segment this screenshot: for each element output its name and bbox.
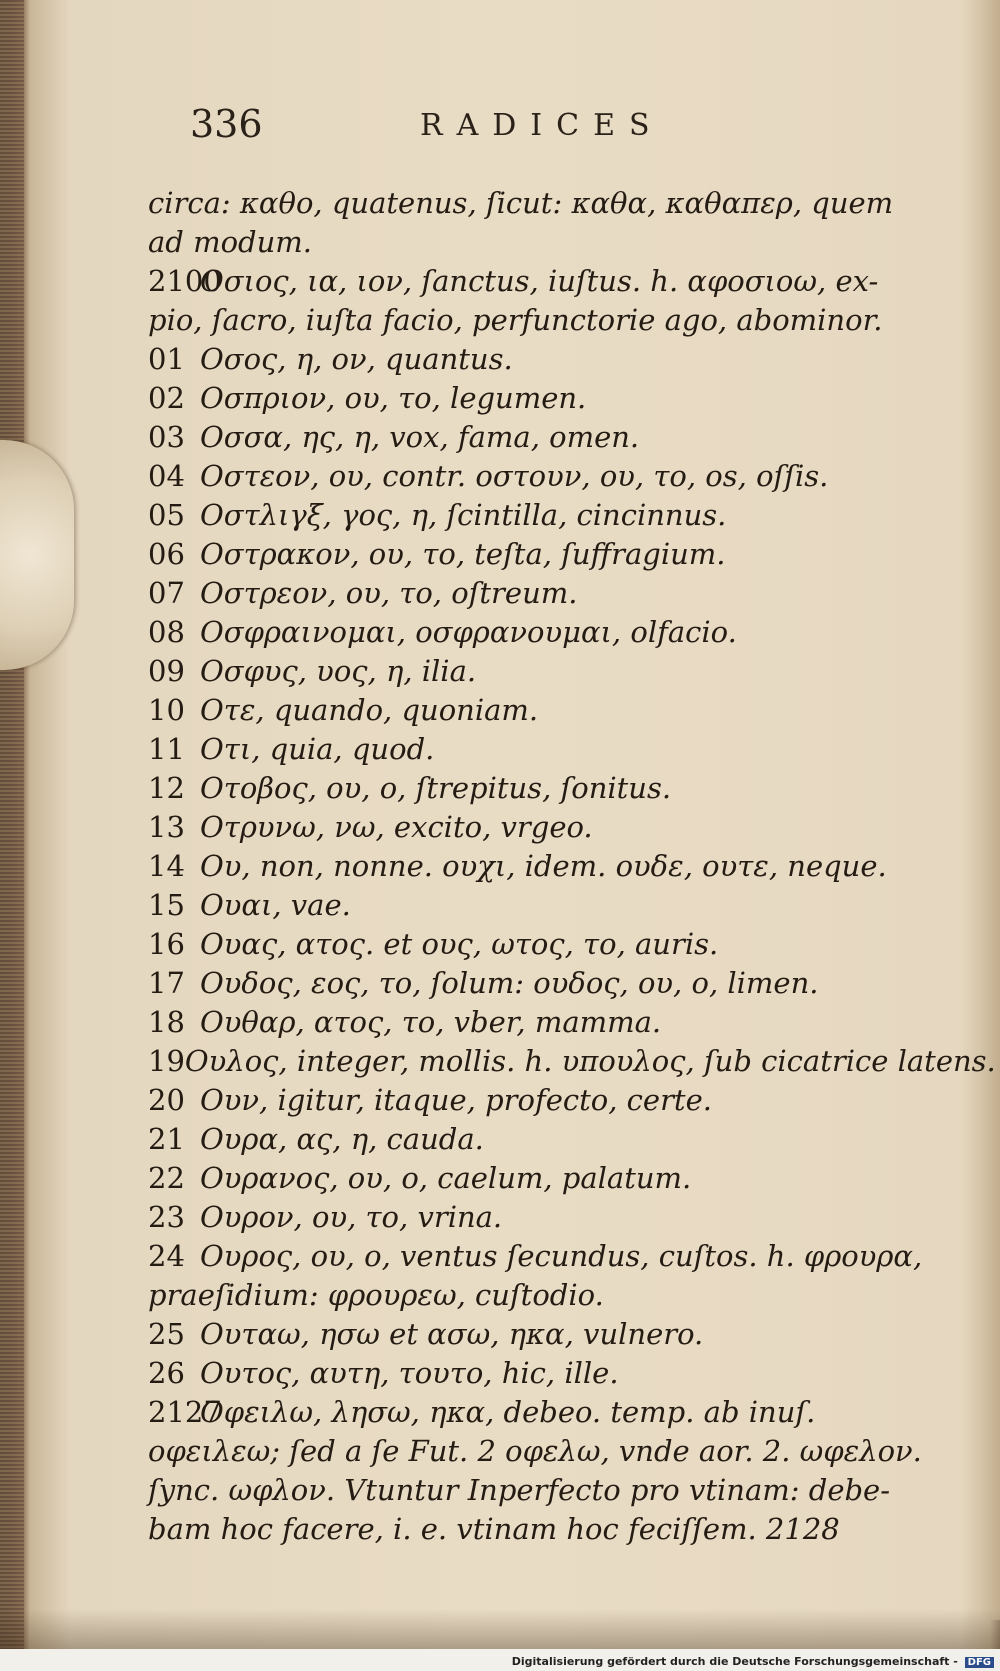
entry-number: 18 [148,1005,185,1039]
entry-number: 20 [148,1083,185,1117]
page-tab-shadow [0,440,74,670]
text-line [148,379,948,418]
footer-credit [512,1655,994,1668]
entry-text: Oυρος, ου, ο, ventus ſecundus, cuſtos. h. φρουρα, [200,1239,923,1273]
text-line [148,457,948,496]
text-line [148,1042,996,1081]
entry-text: ad modum. [148,225,312,259]
entry-number: 21 [148,1122,185,1156]
entry-number: 06 [148,537,185,571]
book-page-edges [0,0,24,1671]
entry-text: Oυρανος, ου, ο, caelum, palatum. [200,1161,692,1195]
entry-text: Oφειλω, λησω, ηκα, debeo. temp. ab inuſ. [200,1395,816,1429]
entry-text: Oυρον, ου, το, vrina. [200,1200,503,1234]
dictionary-text [148,184,996,1549]
entry-number: 23 [148,1200,185,1234]
text-line [148,769,948,808]
text-line [148,1237,948,1276]
entry-text: pio, ſacro, iuſta facio, perfunctorie ago, abominor. [148,303,883,337]
text-line [148,574,948,613]
text-line [148,808,948,847]
entry-text: Oτι, quia, quod. [200,732,435,766]
entry-number: 03 [148,420,185,454]
entry-text: Oυρα, ας, η, cauda. [200,1122,484,1156]
entry-text: Oυ, non, nonne. ουχι, idem. ουδε, ουτε, neque. [200,849,887,883]
entry-number: 25 [148,1317,185,1351]
entry-number: 11 [148,732,185,766]
text-line [148,1159,948,1198]
text-line [148,925,948,964]
entry-text: Oστρεον, ου, το, oſtreum. [200,576,578,610]
text-line [148,652,948,691]
text-line [148,496,948,535]
page-header [190,102,930,152]
entry-text: Oυταω, ησω et ασω, ηκα, vulnero. [200,1317,704,1351]
entry-text: Oυτος, αυτη, τουτο, hic, ille. [200,1356,619,1390]
entry-text: Oσιος, ια, ιον, ſanctus, iuſtus. h. αφοσιοω, ex- [200,264,879,298]
text-line [148,847,948,886]
entry-text: Oυας, ατος. et ους, ωτος, το, auris. [200,927,719,961]
text-line [148,1471,948,1510]
entry-text: Oσος, η, ον, quantus. [200,342,513,376]
entry-number: 02 [148,381,185,415]
entry-number: 04 [148,459,185,493]
text-line [148,1393,948,1432]
entry-number: 19 [148,1044,185,1078]
entry-number: 01 [148,342,185,376]
entry-number: 13 [148,810,185,844]
text-line [148,730,948,769]
text-line [148,691,948,730]
entry-text: Oσφραινομαι, οσφρανουμαι, olfacio. [200,615,737,649]
entry-number: 15 [148,888,185,922]
dfg-logo: DFG [965,1657,994,1668]
text-line [148,1120,948,1159]
digitization-footer [0,1649,1000,1671]
text-line [148,1003,948,1042]
entry-number: 16 [148,927,185,961]
entry-text: Oτοβος, ου, ο, ſtrepitus, ſonitus. [200,771,672,805]
text-line [148,418,948,457]
text-line [148,1432,948,1471]
entry-number: 2127 [148,1395,222,1429]
entry-text: οφειλεω; ſed a ſe Fut. 2 οφελω, vnde aor. 2. ωφελον. [148,1434,922,1468]
entry-number: 17 [148,966,185,1000]
text-line [148,1276,948,1315]
entry-number: 22 [148,1161,185,1195]
text-line [148,1081,948,1120]
entry-text: circa: καθο, quatenus, ſicut: καθα, καθαπερ, quem [148,186,894,220]
entry-text: praeſidium: φρουρεω, cuſtodio. [148,1278,604,1312]
entry-text: Oυθαρ, ατος, το, vber, mamma. [200,1005,662,1039]
text-line [148,184,948,223]
bottom-shadow [0,1609,1000,1649]
text-line [148,262,948,301]
page-number: 336 [190,102,263,146]
entry-text: Oστρακον, ου, το, teſta, ſuffragium. [200,537,726,571]
text-line [148,223,948,262]
facing-page-edge [978,0,1000,1620]
text-line [148,1354,948,1393]
entry-number: 14 [148,849,185,883]
entry-number: 05 [148,498,185,532]
entry-text: Oστλιγξ, γος, η, ſcintilla, cincinnus. [200,498,727,532]
entry-number: 2100 [148,264,222,298]
text-line [148,1198,948,1237]
entry-number: 09 [148,654,185,688]
entry-text: Oσφυς, υος, η, ilia. [200,654,477,688]
text-line [148,1510,948,1549]
text-line [148,1315,948,1354]
running-head: RADICES [420,108,664,143]
text-line [148,340,948,379]
entry-text: Oτε, quando, quoniam. [200,693,539,727]
text-line [148,301,948,340]
entry-number: 12 [148,771,185,805]
entry-number: 26 [148,1356,185,1390]
entry-text: bam hoc facere, i. e. vtinam hoc feciſſem. 2128 [148,1512,840,1546]
entry-text: Oσσα, ης, η, vox, fama, omen. [200,420,640,454]
entry-number: 08 [148,615,185,649]
entry-text: ſync. ωφλον. Vtuntur Inperfecto pro vtinam: debe- [148,1473,891,1507]
entry-text: Oυδος, εος, το, ſolum: ουδος, ου, ο, limen. [200,966,819,1000]
entry-text: Oυαι, vae. [200,888,351,922]
entry-text: Oσπριον, ου, το, legumen. [200,381,587,415]
text-line [148,964,948,1003]
entry-text: Oυν, igitur, itaque, profecto, certe. [200,1083,712,1117]
footer-credit-text: Digitalisierung gefördert durch die Deutsche Forschungsgemeinschaft - [511,1655,958,1668]
entry-text: Oτρυνω, νω, excito, vrgeo. [200,810,593,844]
entry-number: 24 [148,1239,185,1273]
text-line [148,886,948,925]
entry-text: Oστεον, ου, contr. οστουν, ου, το, os, oſſis. [200,459,829,493]
entry-number: 10 [148,693,185,727]
text-line [148,613,948,652]
text-line [148,535,948,574]
entry-number: 07 [148,576,185,610]
entry-text: Oυλος, integer, mollis. h. υπουλος, ſub cicatrice latens. [184,1044,996,1078]
